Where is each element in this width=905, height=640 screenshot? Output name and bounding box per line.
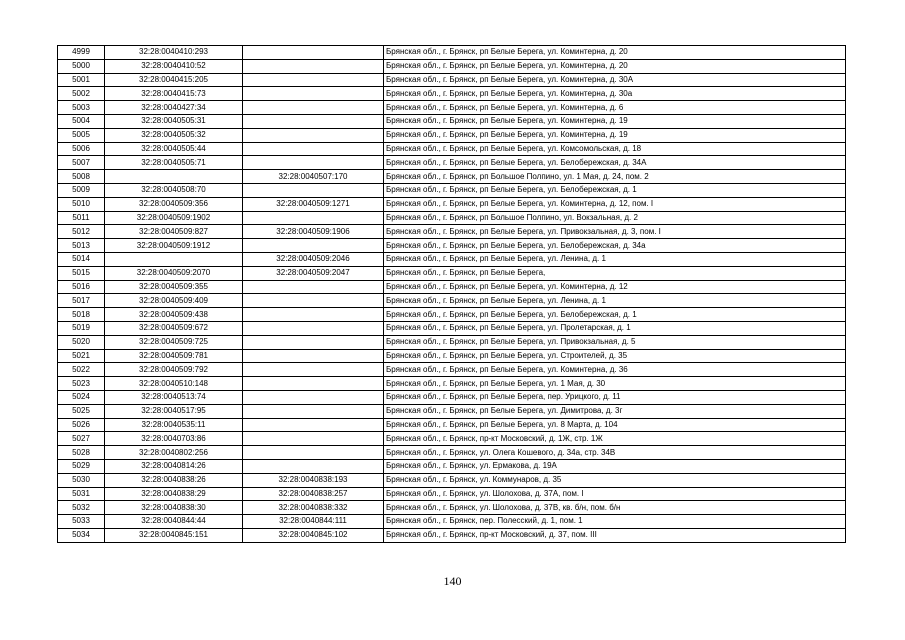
building-cadastral-number-cell xyxy=(243,404,384,418)
building-cadastral-number-cell xyxy=(243,156,384,170)
cadastral-number-cell: 32:28:0040509:725 xyxy=(105,335,243,349)
table-row xyxy=(58,335,846,349)
cadastral-number-cell: 32:28:0040838:26 xyxy=(105,473,243,487)
table-row xyxy=(58,87,846,101)
building-cadastral-number-cell xyxy=(243,59,384,73)
row-number-cell: 5024 xyxy=(58,390,105,404)
row-number-cell: 5013 xyxy=(58,239,105,253)
table-row xyxy=(58,363,846,377)
address-cell: Брянская обл., г. Брянск, рп Белые Берега, ул. Коминтерна, д. 12 xyxy=(384,280,846,294)
table-row xyxy=(58,211,846,225)
page-number: 140 xyxy=(443,574,462,588)
table-row xyxy=(58,501,846,515)
cadastral-number-cell: 32:28:0040838:29 xyxy=(105,487,243,501)
building-cadastral-number-cell xyxy=(243,335,384,349)
address-cell: Брянская обл., г. Брянск, рп Большое Полпино, ул. Вокзальная, д. 2 xyxy=(384,211,846,225)
building-cadastral-number-cell xyxy=(243,363,384,377)
row-number-cell: 5032 xyxy=(58,501,105,515)
building-cadastral-number-cell xyxy=(243,114,384,128)
building-cadastral-number-cell xyxy=(243,418,384,432)
register-table-body xyxy=(58,46,846,543)
table-row xyxy=(58,515,846,529)
table-row xyxy=(58,487,846,501)
address-cell: Брянская обл., г. Брянск, рп Белые Берега, ул. Строителей, д. 35 xyxy=(384,349,846,363)
cadastral-number-cell: 32:28:0040509:827 xyxy=(105,225,243,239)
cadastral-number-cell xyxy=(105,170,243,184)
cadastral-number-cell: 32:28:0040508:70 xyxy=(105,183,243,197)
address-cell: Брянская обл., г. Брянск, рп Белые Берега, ул. Коминтерна, д. 30а xyxy=(384,87,846,101)
row-number-cell: 5017 xyxy=(58,294,105,308)
building-cadastral-number-cell: 32:28:0040509:1906 xyxy=(243,225,384,239)
row-number-cell: 5034 xyxy=(58,528,105,542)
building-cadastral-number-cell xyxy=(243,377,384,391)
address-cell: Брянская обл., г. Брянск, рп Белые Берега, ул. Коминтерна, д. 30А xyxy=(384,73,846,87)
building-cadastral-number-cell: 32:28:0040509:2047 xyxy=(243,266,384,280)
cadastral-number-cell: 32:28:0040845:151 xyxy=(105,528,243,542)
address-cell: Брянская обл., г. Брянск, рп Белые Берега, ул. Коминтерна, д. 19 xyxy=(384,128,846,142)
cadastral-number-cell: 32:28:0040509:1902 xyxy=(105,211,243,225)
row-number-cell: 5026 xyxy=(58,418,105,432)
table-row xyxy=(58,252,846,266)
table-row xyxy=(58,197,846,211)
cadastral-number-cell: 32:28:0040535:11 xyxy=(105,418,243,432)
building-cadastral-number-cell: 32:28:0040845:102 xyxy=(243,528,384,542)
cadastral-number-cell: 32:28:0040509:355 xyxy=(105,280,243,294)
building-cadastral-number-cell xyxy=(243,183,384,197)
row-number-cell: 5016 xyxy=(58,280,105,294)
table-row xyxy=(58,459,846,473)
building-cadastral-number-cell xyxy=(243,432,384,446)
table-row xyxy=(58,266,846,280)
table-row xyxy=(58,390,846,404)
building-cadastral-number-cell: 32:28:0040509:1271 xyxy=(243,197,384,211)
row-number-cell: 5025 xyxy=(58,404,105,418)
cadastral-number-cell: 32:28:0040509:356 xyxy=(105,197,243,211)
cadastral-number-cell: 32:28:0040509:1912 xyxy=(105,239,243,253)
building-cadastral-number-cell xyxy=(243,239,384,253)
building-cadastral-number-cell: 32:28:0040507:170 xyxy=(243,170,384,184)
row-number-cell: 5004 xyxy=(58,114,105,128)
address-cell: Брянская обл., г. Брянск, рп Белые Берега, ул. Привокзальная, д. 5 xyxy=(384,335,846,349)
address-cell: Брянская обл., г. Брянск, рп Белые Берега, ул. Белобережская, д. 1 xyxy=(384,308,846,322)
table-row xyxy=(58,101,846,115)
address-cell: Брянская обл., г. Брянск, рп Белые Берега, ул. Белобережская, д. 34а xyxy=(384,239,846,253)
table-row xyxy=(58,432,846,446)
row-number-cell: 5008 xyxy=(58,170,105,184)
address-cell: Брянская обл., г. Брянск, рп Белые Берега, ул. Привокзальная, д. 3, пом. I xyxy=(384,225,846,239)
cadastral-number-cell: 32:28:0040513:74 xyxy=(105,390,243,404)
address-cell: Брянская обл., г. Брянск, ул. Шолохова, д. 37В, кв. б/н, пом. б/н xyxy=(384,501,846,515)
building-cadastral-number-cell xyxy=(243,87,384,101)
address-cell: Брянская обл., г. Брянск, рп Белые Берега, ул. 8 Марта, д. 104 xyxy=(384,418,846,432)
table-row xyxy=(58,473,846,487)
table-row xyxy=(58,404,846,418)
table-row xyxy=(58,280,846,294)
cadastral-number-cell: 32:28:0040703:86 xyxy=(105,432,243,446)
table-row xyxy=(58,73,846,87)
building-cadastral-number-cell xyxy=(243,446,384,460)
address-cell: Брянская обл., г. Брянск, рп Белые Берега, ул. Коминтерна, д. 19 xyxy=(384,114,846,128)
building-cadastral-number-cell xyxy=(243,321,384,335)
table-row xyxy=(58,528,846,542)
building-cadastral-number-cell xyxy=(243,280,384,294)
address-cell: Брянская обл., г. Брянск, пер. Полесский, д. 1, пом. 1 xyxy=(384,515,846,529)
address-cell: Брянская обл., г. Брянск, рп Белые Берега, ул. Коминтерна, д. 20 xyxy=(384,46,846,60)
row-number-cell: 5020 xyxy=(58,335,105,349)
row-number-cell: 5018 xyxy=(58,308,105,322)
address-cell: Брянская обл., г. Брянск, пр-кт Московский, д. 1Ж, стр. 1Ж xyxy=(384,432,846,446)
address-cell: Брянская обл., г. Брянск, ул. Ермакова, д. 19А xyxy=(384,459,846,473)
address-cell: Брянская обл., г. Брянск, рп Белые Берега, ул. Димитрова, д. 3г xyxy=(384,404,846,418)
cadastral-number-cell: 32:28:0040415:205 xyxy=(105,73,243,87)
cadastral-number-cell: 32:28:0040509:438 xyxy=(105,308,243,322)
row-number-cell: 5006 xyxy=(58,142,105,156)
row-number-cell: 5023 xyxy=(58,377,105,391)
building-cadastral-number-cell xyxy=(243,46,384,60)
building-cadastral-number-cell xyxy=(243,128,384,142)
row-number-cell: 5015 xyxy=(58,266,105,280)
cadastral-number-cell: 32:28:0040509:2070 xyxy=(105,266,243,280)
address-cell: Брянская обл., г. Брянск, пр-кт Московский, д. 37, пом. III xyxy=(384,528,846,542)
row-number-cell: 5031 xyxy=(58,487,105,501)
building-cadastral-number-cell: 32:28:0040838:193 xyxy=(243,473,384,487)
table-row xyxy=(58,183,846,197)
row-number-cell: 4999 xyxy=(58,46,105,60)
cadastral-number-cell: 32:28:0040838:30 xyxy=(105,501,243,515)
row-number-cell: 5033 xyxy=(58,515,105,529)
building-cadastral-number-cell xyxy=(243,101,384,115)
cadastral-number-cell: 32:28:0040410:293 xyxy=(105,46,243,60)
building-cadastral-number-cell xyxy=(243,73,384,87)
building-cadastral-number-cell: 32:28:0040509:2046 xyxy=(243,252,384,266)
address-cell: Брянская обл., г. Брянск, рп Белые Берега, ул. Коминтерна, д. 12, пом. I xyxy=(384,197,846,211)
building-cadastral-number-cell: 32:28:0040838:332 xyxy=(243,501,384,515)
cadastral-number-cell: 32:28:0040814:26 xyxy=(105,459,243,473)
building-cadastral-number-cell xyxy=(243,308,384,322)
table-row xyxy=(58,308,846,322)
address-cell: Брянская обл., г. Брянск, рп Белые Берега, ул. Коминтерна, д. 6 xyxy=(384,101,846,115)
row-number-cell: 5030 xyxy=(58,473,105,487)
address-cell: Брянская обл., г. Брянск, рп Белые Берега, ул. 1 Мая, д. 30 xyxy=(384,377,846,391)
address-cell: Брянская обл., г. Брянск, рп Белые Берега, ул. Белобережская, д. 34А xyxy=(384,156,846,170)
row-number-cell: 5003 xyxy=(58,101,105,115)
table-row xyxy=(58,239,846,253)
table-row xyxy=(58,446,846,460)
building-cadastral-number-cell xyxy=(243,294,384,308)
cadastral-number-cell: 32:28:0040505:71 xyxy=(105,156,243,170)
cadastral-number-cell: 32:28:0040505:32 xyxy=(105,128,243,142)
address-cell: Брянская обл., г. Брянск, рп Белые Берега, пер. Урицкого, д. 11 xyxy=(384,390,846,404)
address-cell: Брянская обл., г. Брянск, рп Белые Берега, ул. Ленина, д. 1 xyxy=(384,252,846,266)
building-cadastral-number-cell xyxy=(243,390,384,404)
cadastral-number-cell: 32:28:0040844:44 xyxy=(105,515,243,529)
table-row xyxy=(58,156,846,170)
address-cell: Брянская обл., г. Брянск, рп Большое Полпино, ул. 1 Мая, д. 24, пом. 2 xyxy=(384,170,846,184)
table-row xyxy=(58,294,846,308)
address-cell: Брянская обл., г. Брянск, ул. Шолохова, д. 37А, пом. I xyxy=(384,487,846,501)
row-number-cell: 5002 xyxy=(58,87,105,101)
row-number-cell: 5012 xyxy=(58,225,105,239)
address-cell: Брянская обл., г. Брянск, ул. Коммунаров, д. 35 xyxy=(384,473,846,487)
address-cell: Брянская обл., г. Брянск, ул. Олега Кошевого, д. 34а, стр. 34В xyxy=(384,446,846,460)
table-row xyxy=(58,46,846,60)
cadastral-number-cell xyxy=(105,252,243,266)
row-number-cell: 5022 xyxy=(58,363,105,377)
building-cadastral-number-cell xyxy=(243,459,384,473)
address-cell: Брянская обл., г. Брянск, рп Белые Берега, ул. Коминтерна, д. 36 xyxy=(384,363,846,377)
cadastral-number-cell: 32:28:0040802:256 xyxy=(105,446,243,460)
row-number-cell: 5029 xyxy=(58,459,105,473)
address-cell: Брянская обл., г. Брянск, рп Белые Берега, xyxy=(384,266,846,280)
address-cell: Брянская обл., г. Брянск, рп Белые Берега, ул. Пролетарская, д. 1 xyxy=(384,321,846,335)
row-number-cell: 5009 xyxy=(58,183,105,197)
cadastral-number-cell: 32:28:0040509:792 xyxy=(105,363,243,377)
table-row xyxy=(58,321,846,335)
address-cell: Брянская обл., г. Брянск, рп Белые Берега, ул. Ленина, д. 1 xyxy=(384,294,846,308)
building-cadastral-number-cell xyxy=(243,211,384,225)
building-cadastral-number-cell: 32:28:0040844:111 xyxy=(243,515,384,529)
cadastral-number-cell: 32:28:0040517:95 xyxy=(105,404,243,418)
table-row xyxy=(58,349,846,363)
address-cell: Брянская обл., г. Брянск, рп Белые Берега, ул. Коминтерна, д. 20 xyxy=(384,59,846,73)
row-number-cell: 5014 xyxy=(58,252,105,266)
row-number-cell: 5021 xyxy=(58,349,105,363)
table-row xyxy=(58,59,846,73)
cadastral-number-cell: 32:28:0040509:409 xyxy=(105,294,243,308)
row-number-cell: 5019 xyxy=(58,321,105,335)
cadastral-number-cell: 32:28:0040427:34 xyxy=(105,101,243,115)
table-row xyxy=(58,114,846,128)
building-cadastral-number-cell: 32:28:0040838:257 xyxy=(243,487,384,501)
row-number-cell: 5000 xyxy=(58,59,105,73)
cadastral-number-cell: 32:28:0040510:148 xyxy=(105,377,243,391)
table-row xyxy=(58,142,846,156)
table-row xyxy=(58,377,846,391)
row-number-cell: 5011 xyxy=(58,211,105,225)
row-number-cell: 5027 xyxy=(58,432,105,446)
cadastral-number-cell: 32:28:0040509:672 xyxy=(105,321,243,335)
table-row xyxy=(58,170,846,184)
cadastral-number-cell: 32:28:0040509:781 xyxy=(105,349,243,363)
row-number-cell: 5010 xyxy=(58,197,105,211)
cadastral-number-cell: 32:28:0040505:31 xyxy=(105,114,243,128)
register-table xyxy=(57,45,846,543)
building-cadastral-number-cell xyxy=(243,142,384,156)
row-number-cell: 5005 xyxy=(58,128,105,142)
row-number-cell: 5001 xyxy=(58,73,105,87)
row-number-cell: 5007 xyxy=(58,156,105,170)
building-cadastral-number-cell xyxy=(243,349,384,363)
table-row xyxy=(58,225,846,239)
table-row xyxy=(58,128,846,142)
cadastral-number-cell: 32:28:0040415:73 xyxy=(105,87,243,101)
cadastral-number-cell: 32:28:0040410:52 xyxy=(105,59,243,73)
address-cell: Брянская обл., г. Брянск, рп Белые Берега, ул. Белобережская, д. 1 xyxy=(384,183,846,197)
table-row xyxy=(58,418,846,432)
cadastral-number-cell: 32:28:0040505:44 xyxy=(105,142,243,156)
address-cell: Брянская обл., г. Брянск, рп Белые Берега, ул. Комсомольская, д. 18 xyxy=(384,142,846,156)
row-number-cell: 5028 xyxy=(58,446,105,460)
